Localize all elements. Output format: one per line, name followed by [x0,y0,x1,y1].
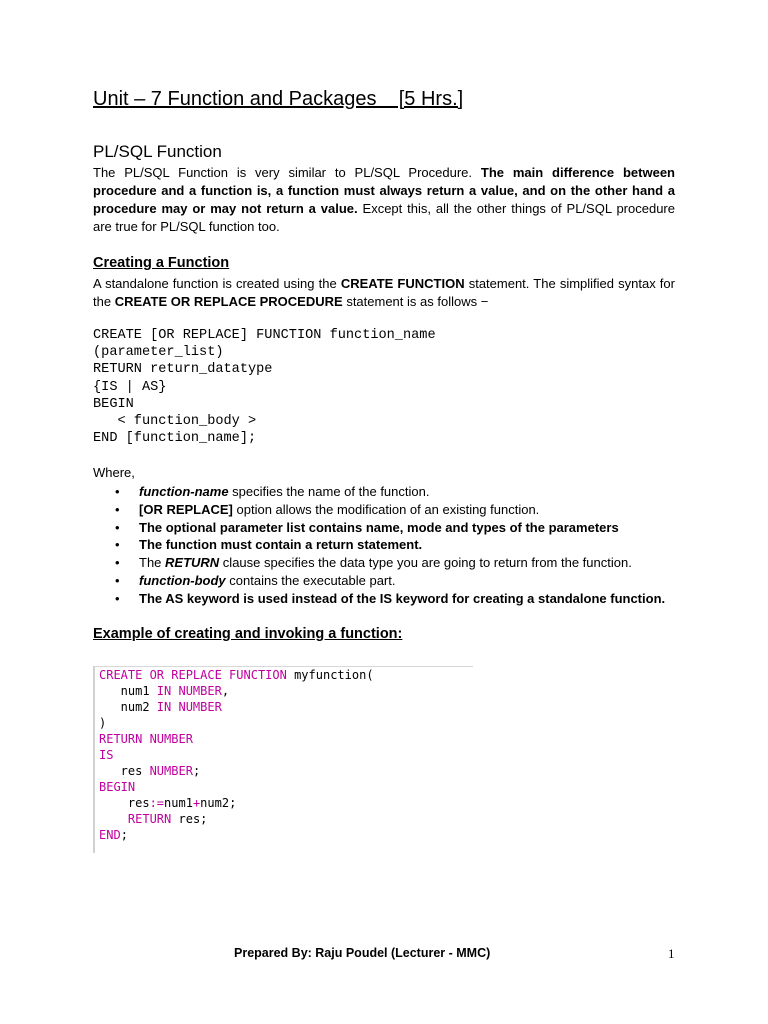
bullet-em: function-name [139,484,229,499]
code-line [99,811,374,827]
list-item [93,554,693,572]
code-text [99,812,128,826]
bullet-icon: • [115,572,120,588]
intro-paragraph [93,164,675,236]
page-title: Unit – 7 Function and Packages [5 Hrs.] [93,88,464,110]
code-text: num1 [164,796,193,810]
code-text: myfunction( [286,668,374,682]
code-line: BEGIN [99,780,136,794]
code-line [99,827,374,843]
bullet-text: specifies the name of the function. [228,484,430,499]
syntax-block [93,327,436,447]
bullet-text: clause specifies the data type you are going to return from the function. [219,555,632,571]
code-operator: + [192,796,201,810]
code-text: num2 [99,700,157,714]
code-keyword: IN NUMBER [156,700,222,714]
code-text: res; [171,812,208,826]
intro-text-1: The PL/SQL Function is very similar to PL/SQL Procedure. [93,165,481,180]
code-text: num2; [200,796,237,810]
bullet-bold: The AS keyword is used instead of the IS keyword for creating a standalone function. [139,590,666,606]
where-label: Where, [93,465,135,480]
bullet-icon: • [115,501,120,517]
code-text: ; [192,764,201,778]
syntax-line: END [function_name]; [93,431,257,447]
code-operator: := [149,796,165,810]
list-item [93,501,693,519]
syntax-line: RETURN return_datatype [93,362,273,378]
page-number: 1 [668,946,675,961]
creating-text-2: statement. The simplified syntax for the [93,276,675,309]
creating-paragraph [93,275,675,311]
footer-author: Prepared By: Raju Poudel (Lecturer - MMC) [234,946,491,960]
bullet-icon: • [115,484,120,499]
syntax-line: (parameter_list) [93,345,224,361]
code-text: res [99,764,150,778]
intro-bold-text: The main difference between procedure and a function is, a function must always return a value, and on the other hand a procedure may or may not return a value. [93,165,675,216]
code-line [99,795,374,811]
bullet-bold: The optional parameter list contains name, mode and types of the parameters [139,519,619,535]
bullet-text: The [139,555,166,571]
syntax-line: {IS | AS} [93,379,167,395]
code-text: num1 [99,684,157,698]
bullet-text: contains the executable part. [225,572,396,588]
section-title: PL/SQL Function [93,142,222,161]
code-line [99,763,374,779]
list-item [93,519,693,537]
bullet-bold: The function must contain a return statement. [139,537,423,553]
code-example [99,667,374,843]
code-line: IS [99,748,114,762]
code-line: ) [99,716,107,730]
parameter-bullet-list [93,483,693,608]
code-keyword: NUMBER [149,764,193,778]
code-line [99,683,374,699]
bullet-em: RETURN [165,555,220,571]
list-item [93,590,693,608]
code-text: res [99,796,150,810]
list-item [93,572,693,590]
bullet-icon: • [115,590,120,606]
code-keyword: END [99,828,121,842]
code-line [99,667,374,683]
code-keyword: CREATE OR REPLACE FUNCTION [99,668,287,682]
bullet-text: option allows the modification of an existing function. [232,501,540,517]
code-text: , [221,684,230,698]
syntax-line: < function_body > [93,414,257,430]
bullet-icon: • [115,555,120,571]
syntax-line: CREATE [OR REPLACE] FUNCTION function_name [93,328,436,343]
code-line: RETURN NUMBER [99,732,193,746]
create-function-keyword: CREATE FUNCTION [340,276,465,291]
bullet-icon: • [115,537,120,553]
bullet-icon: • [115,519,120,535]
code-line [99,699,374,715]
creating-heading: Creating a Function [93,255,230,271]
creating-text-1: A standalone function is created using the [93,276,341,291]
code-keyword: IN NUMBER [156,684,222,698]
bullet-bold: [OR REPLACE] [139,501,233,517]
code-keyword: RETURN [127,812,172,826]
list-item [93,483,693,501]
example-heading: Example of creating and invoking a function: [93,626,403,642]
intro-text-2: Except this, all the other things of PL/SQL procedure are true for PL/SQL function too. [93,201,675,234]
syntax-line: BEGIN [93,396,134,412]
create-or-replace-keyword: CREATE OR REPLACE PROCEDURE [114,294,343,309]
code-text: ; [120,828,128,842]
bullet-em: function-body [139,572,226,588]
list-item [93,536,693,554]
creating-text-3: statement is as follows − [342,294,489,309]
